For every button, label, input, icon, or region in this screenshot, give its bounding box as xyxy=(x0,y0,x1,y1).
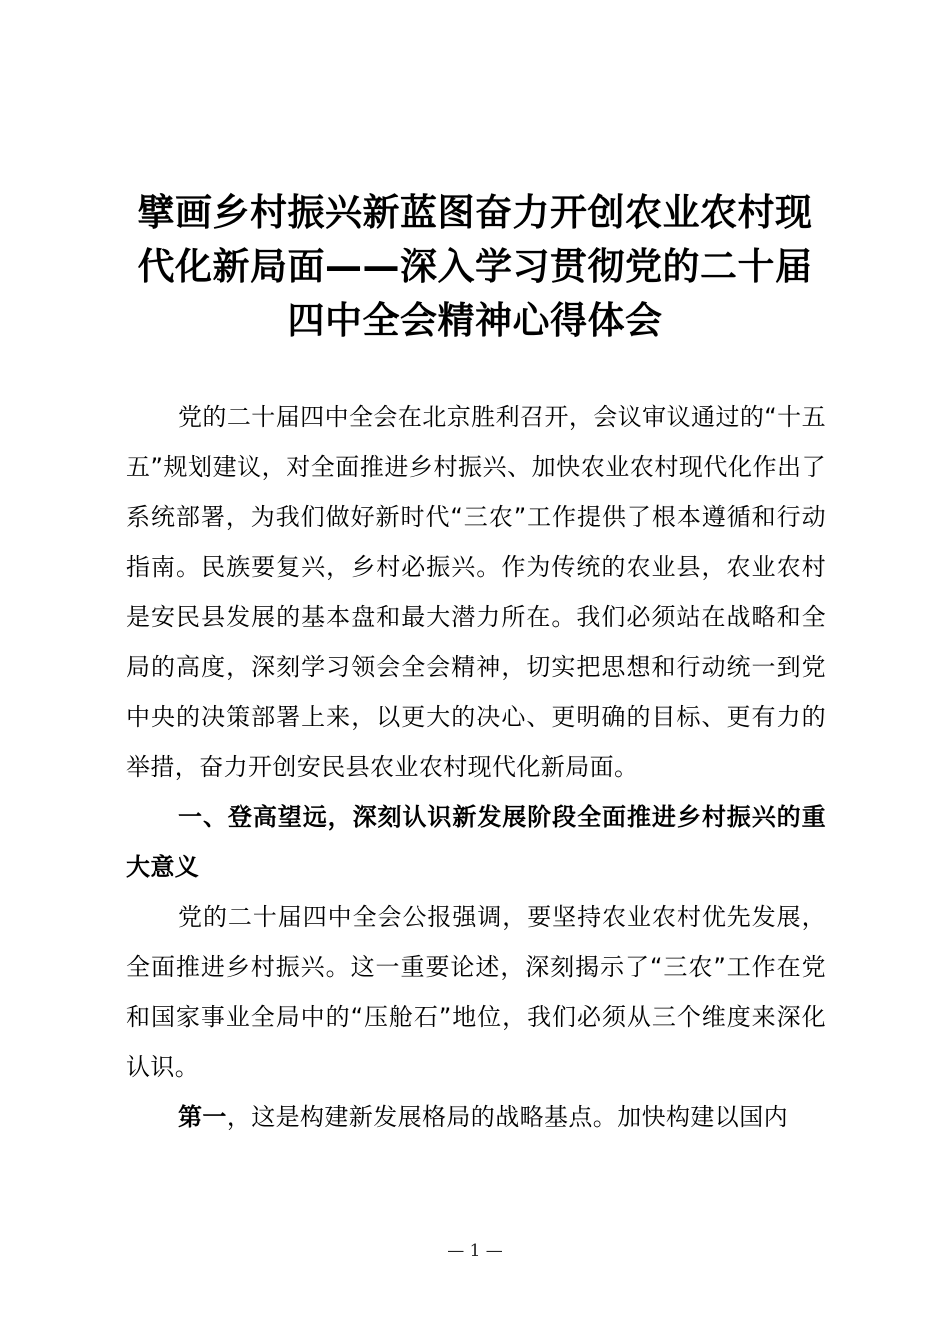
title-line-1: 擘画乡村振兴新蓝图奋力开创农业农村现 xyxy=(137,191,813,234)
title-line-2: 代化新局面——深入学习贯彻党的二十届 xyxy=(137,245,813,288)
paragraph-section-1: 党的二十届四中全会公报强调，要坚持农业农村优先发展，全面推进乡村振兴。这一重要论述，深刻揭示了“三农”工作在党和国家事业全局中的“压舱石”地位，我们必须从三个维度来深化认识。 xyxy=(126,903,826,1081)
title-line-3: 四中全会精神心得体会 xyxy=(287,299,663,342)
document-body xyxy=(126,392,826,1142)
paragraph-first-point xyxy=(126,1092,826,1142)
first-point-text: ，这是构建新发展格局的战略基点。加快构建以国内 xyxy=(226,1103,789,1131)
section-heading-1: 一、登高望远，深刻认识新发展阶段全面推进乡村振兴的重大意义 xyxy=(126,803,826,881)
document-title xyxy=(110,186,840,348)
paragraph-intro: 党的二十届四中全会在北京胜利召开，会议审议通过的“十五五”规划建议，对全面推进乡村振兴、加快农业农村现代化作出了系统部署，为我们做好新时代“三农”工作提供了根本遵循和行动指南。民族要复兴，乡村必振兴。作为传统的农业县，农业农村是安民县发展的基本盘和最大潜力所在。我们必须站在战略和全局的高度，深刻学习领会全会精神，切实把思想和行动统一到党中央的决策部署上来，以更大的决心、更明确的目标、更有力的举措，奋力开创安民县农业农村现代化新局面。 xyxy=(126,403,826,781)
page-number: — 1 — xyxy=(447,1241,503,1261)
first-point-lead: 第一 xyxy=(178,1103,227,1131)
